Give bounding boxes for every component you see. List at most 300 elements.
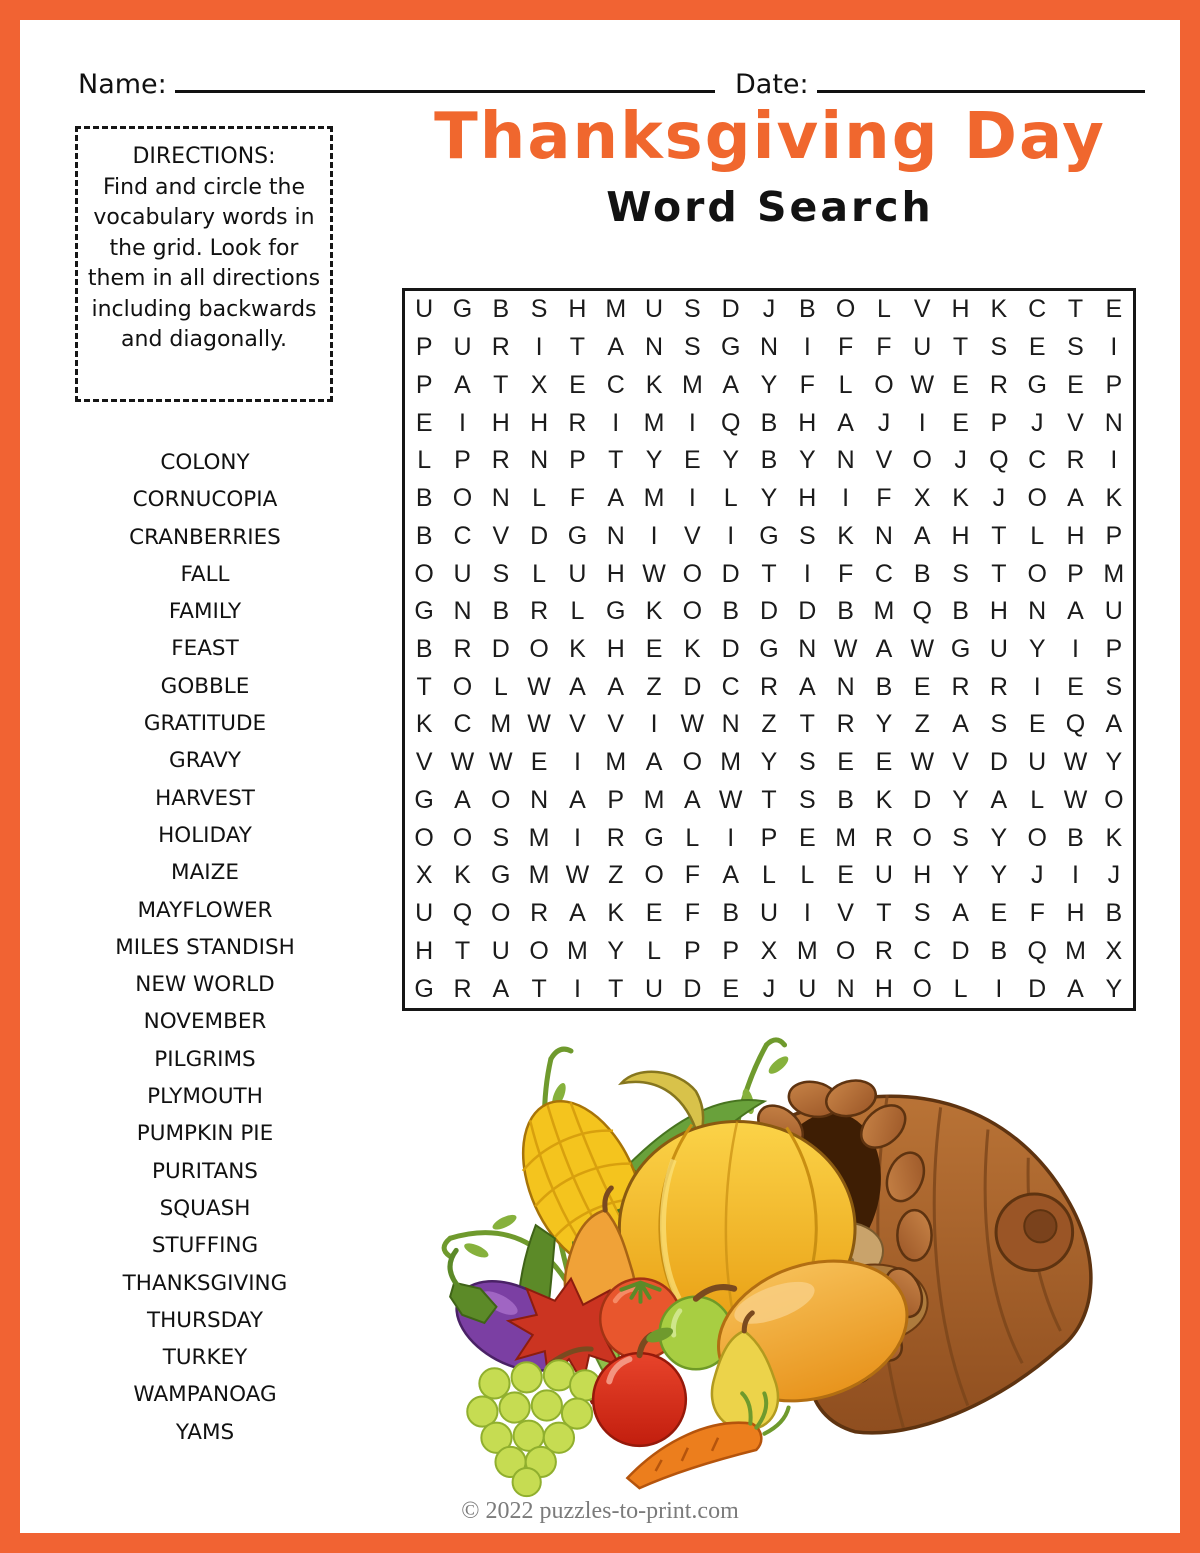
- grid-cell[interactable]: L: [838, 370, 853, 399]
- grid-cell[interactable]: R: [951, 672, 970, 701]
- grid-cell[interactable]: R: [989, 672, 1008, 701]
- grid-cell[interactable]: D: [721, 559, 740, 588]
- grid-cell[interactable]: W: [527, 672, 551, 701]
- grid-cell[interactable]: N: [1104, 408, 1123, 437]
- grid-cell[interactable]: E: [913, 672, 931, 701]
- grid-cell[interactable]: I: [1072, 634, 1079, 663]
- grid-cell[interactable]: U: [415, 295, 434, 324]
- grid-cell[interactable]: Y: [952, 861, 969, 890]
- grid-cell[interactable]: I: [688, 408, 696, 437]
- grid-cell[interactable]: P: [607, 785, 625, 814]
- grid-cell[interactable]: H: [568, 295, 587, 324]
- grid-cell[interactable]: G: [567, 521, 588, 550]
- grid-cell[interactable]: T: [761, 559, 777, 588]
- grid-cell[interactable]: R: [453, 974, 472, 1003]
- grid-cell[interactable]: L: [532, 559, 547, 588]
- grid-cell[interactable]: E: [1067, 370, 1084, 399]
- grid-cell[interactable]: E: [684, 446, 701, 475]
- grid-cell[interactable]: H: [798, 408, 817, 437]
- grid-cell[interactable]: I: [612, 408, 620, 437]
- grid-cell[interactable]: R: [568, 408, 587, 437]
- grid-cell[interactable]: J: [762, 295, 776, 324]
- grid-cell[interactable]: P: [1105, 370, 1123, 399]
- grid-cell[interactable]: Q: [912, 597, 932, 626]
- grid-cell[interactable]: S: [798, 785, 816, 814]
- grid-cell[interactable]: Z: [914, 710, 930, 739]
- grid-cell[interactable]: K: [569, 634, 586, 663]
- grid-cell[interactable]: E: [837, 861, 854, 890]
- grid-cell[interactable]: F: [569, 484, 586, 513]
- grid-cell[interactable]: Y: [1105, 974, 1123, 1003]
- grid-cell[interactable]: J: [877, 408, 891, 437]
- grid-cell[interactable]: G: [491, 861, 511, 890]
- grid-cell[interactable]: I: [688, 484, 696, 513]
- grid-cell[interactable]: C: [606, 370, 625, 399]
- grid-cell[interactable]: Y: [952, 785, 969, 814]
- grid-cell[interactable]: A: [722, 370, 740, 399]
- grid-cell[interactable]: E: [990, 899, 1008, 928]
- grid-cell[interactable]: Z: [646, 672, 662, 701]
- grid-cell[interactable]: D: [721, 634, 740, 663]
- grid-cell[interactable]: U: [798, 974, 817, 1003]
- grid-cell[interactable]: V: [837, 899, 854, 928]
- grid-cell[interactable]: R: [1066, 446, 1085, 475]
- grid-cell[interactable]: J: [762, 974, 776, 1003]
- grid-cell[interactable]: M: [835, 823, 857, 852]
- grid-cell[interactable]: Y: [760, 370, 778, 399]
- grid-cell[interactable]: A: [952, 899, 969, 928]
- grid-cell[interactable]: P: [1067, 559, 1084, 588]
- grid-cell[interactable]: B: [798, 295, 816, 324]
- grid-cell[interactable]: K: [645, 597, 663, 626]
- grid-cell[interactable]: K: [990, 295, 1008, 324]
- grid-cell[interactable]: C: [453, 521, 472, 550]
- grid-cell[interactable]: V: [607, 710, 625, 739]
- grid-cell[interactable]: Q: [452, 899, 473, 928]
- grid-cell[interactable]: U: [568, 559, 587, 588]
- grid-cell[interactable]: U: [491, 936, 510, 965]
- grid-cell[interactable]: P: [990, 408, 1008, 437]
- grid-cell[interactable]: E: [952, 408, 969, 437]
- grid-cell[interactable]: I: [1110, 446, 1118, 475]
- grid-cell[interactable]: I: [803, 559, 811, 588]
- grid-cell[interactable]: K: [415, 710, 433, 739]
- grid-cell[interactable]: T: [416, 672, 432, 701]
- grid-cell[interactable]: M: [528, 861, 550, 890]
- grid-cell[interactable]: D: [913, 785, 932, 814]
- grid-cell[interactable]: I: [803, 333, 811, 362]
- grid-cell[interactable]: G: [606, 597, 626, 626]
- grid-cell[interactable]: E: [1028, 333, 1046, 362]
- grid-cell[interactable]: D: [989, 748, 1008, 777]
- grid-cell[interactable]: G: [644, 823, 664, 852]
- grid-cell[interactable]: S: [952, 559, 969, 588]
- grid-cell[interactable]: B: [760, 408, 778, 437]
- grid-cell[interactable]: Z: [761, 710, 777, 739]
- grid-cell[interactable]: I: [1072, 861, 1079, 890]
- grid-cell[interactable]: F: [684, 861, 700, 890]
- grid-cell[interactable]: U: [1104, 597, 1123, 626]
- grid-cell[interactable]: Y: [990, 823, 1008, 852]
- grid-cell[interactable]: O: [491, 785, 511, 814]
- grid-cell[interactable]: F: [1029, 899, 1045, 928]
- grid-cell[interactable]: A: [607, 333, 625, 362]
- grid-cell[interactable]: F: [876, 484, 892, 513]
- grid-cell[interactable]: L: [493, 672, 508, 701]
- grid-cell[interactable]: U: [874, 861, 893, 890]
- grid-cell[interactable]: U: [989, 634, 1008, 663]
- grid-cell[interactable]: V: [492, 521, 510, 550]
- grid-cell[interactable]: O: [682, 559, 703, 588]
- grid-cell[interactable]: R: [989, 370, 1008, 399]
- grid-cell[interactable]: G: [452, 295, 473, 324]
- grid-cell[interactable]: D: [530, 521, 549, 550]
- grid-cell[interactable]: T: [608, 446, 624, 475]
- grid-cell[interactable]: O: [682, 748, 703, 777]
- grid-cell[interactable]: T: [799, 710, 815, 739]
- grid-cell[interactable]: I: [918, 408, 926, 437]
- grid-cell[interactable]: R: [491, 446, 510, 475]
- grid-cell[interactable]: T: [569, 333, 586, 362]
- grid-cell[interactable]: R: [530, 899, 549, 928]
- grid-cell[interactable]: H: [606, 634, 625, 663]
- grid-cell[interactable]: S: [913, 899, 931, 928]
- grid-cell[interactable]: E: [875, 748, 893, 777]
- grid-cell[interactable]: O: [529, 634, 549, 663]
- grid-cell[interactable]: I: [727, 521, 735, 550]
- grid-cell[interactable]: I: [650, 521, 658, 550]
- grid-cell[interactable]: Y: [645, 446, 663, 475]
- grid-cell[interactable]: N: [645, 333, 664, 362]
- grid-cell[interactable]: A: [569, 672, 586, 701]
- grid-cell[interactable]: O: [452, 823, 473, 852]
- grid-cell[interactable]: A: [645, 748, 663, 777]
- grid-cell[interactable]: O: [491, 899, 511, 928]
- grid-cell[interactable]: N: [721, 710, 740, 739]
- grid-cell[interactable]: B: [990, 936, 1008, 965]
- grid-cell[interactable]: V: [569, 710, 586, 739]
- grid-cell[interactable]: A: [990, 785, 1008, 814]
- grid-cell[interactable]: B: [492, 295, 510, 324]
- grid-cell[interactable]: U: [1028, 748, 1047, 777]
- grid-cell[interactable]: O: [835, 295, 856, 324]
- grid-cell[interactable]: L: [647, 936, 661, 965]
- grid-cell[interactable]: N: [606, 521, 625, 550]
- grid-cell[interactable]: H: [798, 484, 817, 513]
- grid-cell[interactable]: W: [1063, 748, 1088, 777]
- grid-cell[interactable]: N: [836, 446, 855, 475]
- grid-cell[interactable]: B: [1105, 899, 1123, 928]
- grid-cell[interactable]: B: [722, 597, 740, 626]
- grid-cell[interactable]: S: [990, 710, 1008, 739]
- grid-cell[interactable]: K: [1105, 823, 1123, 852]
- grid-cell[interactable]: R: [453, 634, 472, 663]
- grid-cell[interactable]: E: [530, 748, 548, 777]
- grid-cell[interactable]: H: [606, 559, 625, 588]
- grid-cell[interactable]: S: [1067, 333, 1084, 362]
- grid-cell[interactable]: C: [1028, 295, 1047, 324]
- grid-cell[interactable]: W: [833, 634, 858, 663]
- grid-cell[interactable]: F: [837, 333, 854, 362]
- grid-cell[interactable]: E: [837, 748, 854, 777]
- grid-cell[interactable]: I: [727, 823, 735, 852]
- grid-cell[interactable]: T: [493, 370, 509, 399]
- grid-cell[interactable]: P: [1105, 521, 1123, 550]
- grid-cell[interactable]: A: [569, 785, 586, 814]
- grid-cell[interactable]: P: [722, 936, 740, 965]
- grid-cell[interactable]: W: [718, 785, 743, 814]
- grid-cell[interactable]: B: [415, 521, 433, 550]
- grid-cell[interactable]: C: [874, 559, 893, 588]
- grid-cell[interactable]: I: [535, 333, 543, 362]
- grid-cell[interactable]: O: [912, 446, 932, 475]
- grid-cell[interactable]: A: [684, 785, 701, 814]
- grid-cell[interactable]: L: [1030, 521, 1045, 550]
- grid-cell[interactable]: I: [803, 899, 811, 928]
- grid-cell[interactable]: B: [1067, 823, 1084, 852]
- grid-cell[interactable]: Z: [608, 861, 624, 890]
- grid-cell[interactable]: P: [684, 936, 701, 965]
- grid-cell[interactable]: R: [530, 597, 549, 626]
- grid-cell[interactable]: E: [1105, 295, 1123, 324]
- grid-cell[interactable]: D: [951, 936, 970, 965]
- grid-cell[interactable]: W: [450, 748, 475, 777]
- grid-cell[interactable]: E: [1067, 672, 1084, 701]
- grid-cell[interactable]: G: [414, 597, 434, 626]
- grid-cell[interactable]: N: [530, 785, 549, 814]
- grid-cell[interactable]: A: [569, 899, 586, 928]
- grid-cell[interactable]: W: [910, 370, 935, 399]
- grid-cell[interactable]: A: [837, 408, 854, 437]
- grid-cell[interactable]: O: [529, 936, 549, 965]
- grid-cell[interactable]: W: [527, 710, 551, 739]
- grid-cell[interactable]: L: [417, 446, 432, 475]
- grid-cell[interactable]: E: [645, 634, 663, 663]
- grid-cell[interactable]: W: [910, 748, 935, 777]
- grid-cell[interactable]: U: [645, 295, 664, 324]
- grid-cell[interactable]: W: [910, 634, 935, 663]
- grid-cell[interactable]: B: [492, 597, 510, 626]
- grid-cell[interactable]: S: [1105, 672, 1123, 701]
- grid-cell[interactable]: S: [492, 559, 510, 588]
- grid-cell[interactable]: B: [875, 672, 893, 701]
- grid-cell[interactable]: W: [1063, 785, 1088, 814]
- grid-cell[interactable]: I: [842, 484, 850, 513]
- grid-cell[interactable]: I: [650, 710, 658, 739]
- grid-cell[interactable]: N: [1028, 597, 1047, 626]
- grid-cell[interactable]: A: [952, 710, 969, 739]
- grid-cell[interactable]: X: [913, 484, 931, 513]
- grid-cell[interactable]: K: [645, 370, 663, 399]
- grid-cell[interactable]: P: [454, 446, 471, 475]
- grid-cell[interactable]: A: [1105, 710, 1123, 739]
- grid-cell[interactable]: A: [722, 861, 740, 890]
- grid-cell[interactable]: O: [835, 936, 856, 965]
- grid-cell[interactable]: O: [1027, 559, 1047, 588]
- grid-cell[interactable]: H: [530, 408, 549, 437]
- grid-cell[interactable]: R: [874, 823, 893, 852]
- grid-cell[interactable]: Q: [989, 446, 1009, 475]
- grid-cell[interactable]: F: [684, 899, 700, 928]
- grid-cell[interactable]: P: [569, 446, 586, 475]
- grid-cell[interactable]: H: [1066, 521, 1085, 550]
- grid-cell[interactable]: G: [414, 974, 434, 1003]
- grid-cell[interactable]: A: [1067, 974, 1084, 1003]
- grid-cell[interactable]: D: [683, 974, 702, 1003]
- grid-cell[interactable]: Y: [875, 710, 893, 739]
- grid-cell[interactable]: V: [875, 446, 893, 475]
- grid-cell[interactable]: N: [836, 672, 855, 701]
- grid-cell[interactable]: P: [415, 370, 433, 399]
- grid-cell[interactable]: O: [1027, 484, 1047, 513]
- grid-cell[interactable]: V: [1067, 408, 1084, 437]
- grid-cell[interactable]: U: [645, 974, 664, 1003]
- grid-cell[interactable]: B: [415, 634, 433, 663]
- grid-cell[interactable]: X: [760, 936, 778, 965]
- grid-cell[interactable]: Y: [990, 861, 1008, 890]
- grid-cell[interactable]: B: [952, 597, 969, 626]
- grid-cell[interactable]: M: [605, 295, 627, 324]
- grid-cell[interactable]: T: [608, 974, 624, 1003]
- grid-cell[interactable]: S: [530, 295, 548, 324]
- grid-cell[interactable]: H: [1066, 899, 1085, 928]
- grid-cell[interactable]: W: [565, 861, 590, 890]
- grid-cell[interactable]: T: [454, 936, 471, 965]
- grid-cell[interactable]: J: [1107, 861, 1121, 890]
- grid-cell[interactable]: E: [1028, 710, 1046, 739]
- grid-cell[interactable]: B: [760, 446, 778, 475]
- grid-cell[interactable]: O: [682, 597, 703, 626]
- grid-cell[interactable]: Y: [760, 484, 778, 513]
- grid-cell[interactable]: C: [721, 672, 740, 701]
- grid-cell[interactable]: N: [798, 634, 817, 663]
- grid-cell[interactable]: R: [606, 823, 625, 852]
- grid-cell[interactable]: U: [759, 899, 779, 928]
- grid-cell[interactable]: L: [953, 974, 968, 1003]
- grid-cell[interactable]: J: [992, 484, 1006, 513]
- grid-cell[interactable]: N: [836, 974, 855, 1003]
- grid-cell[interactable]: G: [414, 785, 434, 814]
- grid-cell[interactable]: B: [415, 484, 433, 513]
- grid-cell[interactable]: M: [490, 710, 512, 739]
- grid-cell[interactable]: I: [573, 748, 581, 777]
- grid-cell[interactable]: T: [952, 333, 969, 362]
- date-line[interactable]: [817, 66, 1145, 93]
- grid-cell[interactable]: H: [951, 521, 970, 550]
- grid-cell[interactable]: Y: [1105, 748, 1123, 777]
- grid-cell[interactable]: N: [453, 597, 472, 626]
- grid-cell[interactable]: I: [995, 974, 1003, 1003]
- grid-cell[interactable]: E: [798, 823, 816, 852]
- grid-cell[interactable]: V: [952, 748, 969, 777]
- grid-cell[interactable]: B: [837, 785, 854, 814]
- grid-cell[interactable]: D: [491, 634, 510, 663]
- grid-cell[interactable]: L: [570, 597, 585, 626]
- grid-cell[interactable]: Q: [1027, 936, 1047, 965]
- grid-cell[interactable]: I: [1033, 672, 1041, 701]
- grid-cell[interactable]: A: [875, 634, 893, 663]
- grid-cell[interactable]: L: [723, 484, 738, 513]
- grid-cell[interactable]: M: [873, 597, 895, 626]
- grid-cell[interactable]: G: [950, 634, 971, 663]
- grid-cell[interactable]: O: [414, 559, 434, 588]
- grid-cell[interactable]: G: [1027, 370, 1047, 399]
- grid-cell[interactable]: M: [796, 936, 818, 965]
- grid-cell[interactable]: A: [607, 484, 625, 513]
- grid-cell[interactable]: F: [799, 370, 815, 399]
- grid-cell[interactable]: M: [1065, 936, 1086, 965]
- grid-cell[interactable]: L: [1030, 785, 1045, 814]
- grid-cell[interactable]: M: [1103, 559, 1125, 588]
- grid-cell[interactable]: D: [1028, 974, 1047, 1003]
- grid-cell[interactable]: F: [837, 559, 854, 588]
- grid-cell[interactable]: L: [800, 861, 815, 890]
- grid-cell[interactable]: G: [720, 333, 741, 362]
- grid-cell[interactable]: K: [875, 785, 893, 814]
- grid-cell[interactable]: U: [913, 333, 932, 362]
- grid-cell[interactable]: V: [684, 521, 701, 550]
- grid-cell[interactable]: H: [951, 295, 970, 324]
- grid-cell[interactable]: Y: [722, 446, 740, 475]
- grid-cell[interactable]: M: [681, 370, 703, 399]
- grid-cell[interactable]: V: [415, 748, 433, 777]
- grid-cell[interactable]: A: [913, 521, 931, 550]
- grid-cell[interactable]: L: [762, 861, 776, 890]
- grid-cell[interactable]: M: [567, 936, 588, 965]
- grid-cell[interactable]: W: [488, 748, 513, 777]
- grid-cell[interactable]: I: [458, 408, 466, 437]
- grid-cell[interactable]: R: [836, 710, 855, 739]
- grid-cell[interactable]: N: [874, 521, 893, 550]
- grid-cell[interactable]: W: [680, 710, 705, 739]
- grid-cell[interactable]: M: [528, 823, 550, 852]
- grid-cell[interactable]: L: [685, 823, 700, 852]
- grid-cell[interactable]: T: [876, 899, 892, 928]
- grid-cell[interactable]: T: [761, 785, 777, 814]
- name-line[interactable]: [175, 66, 715, 93]
- grid-cell[interactable]: S: [684, 295, 701, 324]
- grid-cell[interactable]: R: [874, 936, 893, 965]
- grid-cell[interactable]: H: [415, 936, 434, 965]
- grid-cell[interactable]: I: [573, 823, 581, 852]
- grid-cell[interactable]: L: [532, 484, 547, 513]
- grid-cell[interactable]: C: [913, 936, 932, 965]
- grid-cell[interactable]: X: [1105, 936, 1123, 965]
- grid-cell[interactable]: X: [415, 861, 433, 890]
- grid-cell[interactable]: P: [415, 333, 433, 362]
- grid-cell[interactable]: K: [837, 521, 854, 550]
- grid-cell[interactable]: X: [530, 370, 548, 399]
- grid-cell[interactable]: T: [991, 559, 1007, 588]
- grid-cell[interactable]: K: [1105, 484, 1123, 513]
- grid-cell[interactable]: H: [913, 861, 932, 890]
- grid-cell[interactable]: C: [1028, 446, 1047, 475]
- grid-cell[interactable]: O: [912, 974, 932, 1003]
- grid-cell[interactable]: P: [760, 823, 778, 852]
- grid-cell[interactable]: N: [530, 446, 549, 475]
- grid-cell[interactable]: O: [414, 823, 434, 852]
- grid-cell[interactable]: D: [721, 295, 740, 324]
- grid-cell[interactable]: S: [684, 333, 701, 362]
- grid-cell[interactable]: Y: [760, 748, 778, 777]
- grid-cell[interactable]: U: [453, 559, 472, 588]
- grid-cell[interactable]: A: [1067, 597, 1084, 626]
- grid-cell[interactable]: D: [683, 672, 702, 701]
- grid-cell[interactable]: Y: [798, 446, 816, 475]
- grid-cell[interactable]: J: [1030, 861, 1044, 890]
- grid-cell[interactable]: Q: [720, 408, 741, 437]
- grid-cell[interactable]: H: [874, 974, 893, 1003]
